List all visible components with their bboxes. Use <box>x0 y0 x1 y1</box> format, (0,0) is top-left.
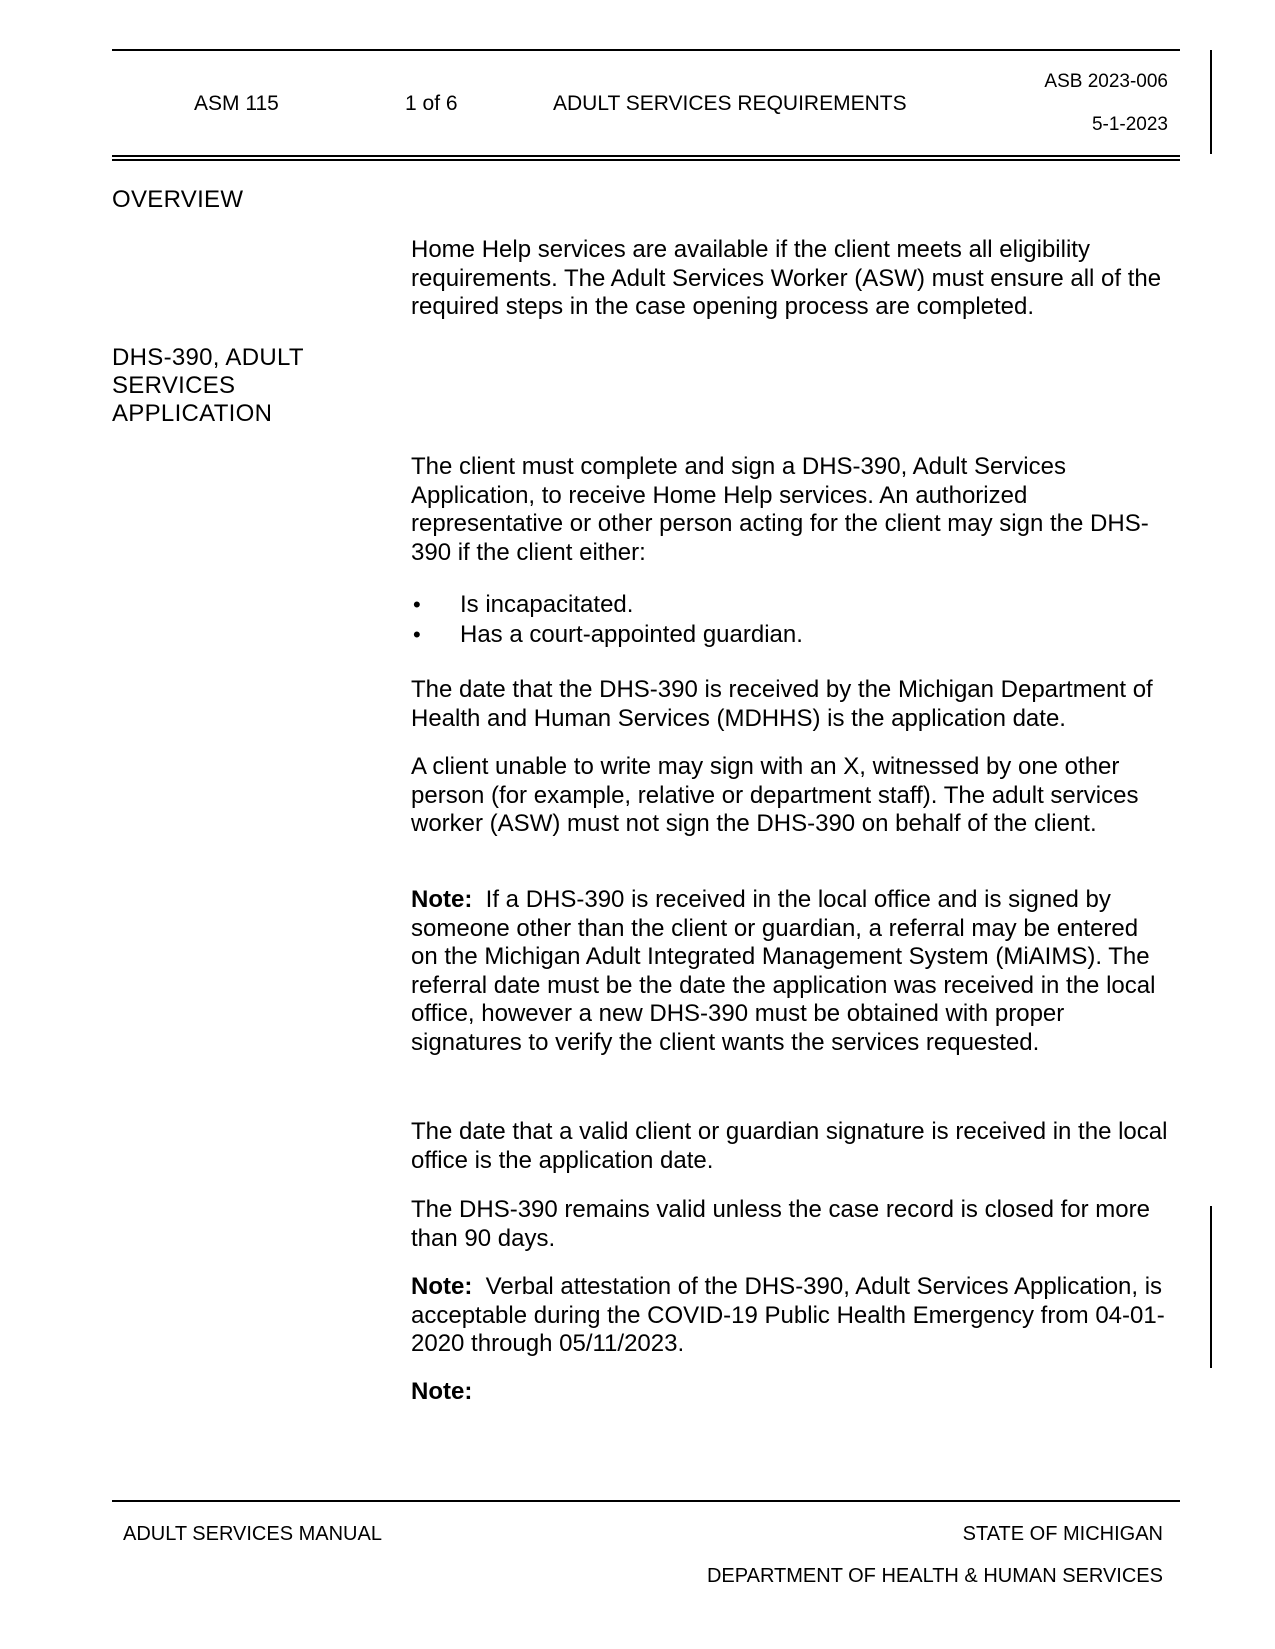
change-bar-body <box>1210 1206 1212 1368</box>
heading-line: APPLICATION <box>112 400 273 427</box>
remains-valid-paragraph <box>411 1196 1171 1253</box>
paragraph-text: A client unable to write may sign with an X, witnessed by one other person (for example, relative or department staff). The adult services worker (ASW) must not sign the DHS-390 on behalf of the client. <box>411 753 1139 837</box>
header-bottom-rule <box>112 155 1180 157</box>
paragraph-text: The date that the DHS-390 is received by the Michigan Department of Health and Human Services (MDHHS) is the application date. <box>411 676 1153 732</box>
note-text: Verbal attestation of the DHS-390, Adult Services Application, is acceptable during the COVID-19 Public Health Emergency from 04-01-2020 through 05/11/2023. <box>411 1273 1165 1357</box>
list-item: • Has a court-appointed guardian. <box>411 620 1171 650</box>
signer-conditions-list <box>411 590 1171 650</box>
footer-state: STATE OF MICHIGAN <box>962 1523 1163 1545</box>
application-intro <box>411 453 1171 567</box>
bulletin-date: 5-1-2023 <box>1091 114 1168 135</box>
heading-line: SERVICES <box>112 372 236 399</box>
bulletin-number: ASB 2023-006 <box>1044 71 1168 92</box>
note-referral <box>411 886 1171 1057</box>
note-label: Note: <box>411 1378 473 1405</box>
heading-line: DHS-390, ADULT <box>112 344 304 371</box>
intro-text: The client must complete and sign a DHS-390, Adult Services Application, to receive Home Help services. An authorized representative or other person acting for the client may sign the DHS-390 if the client either: <box>411 453 1149 566</box>
change-bar-header <box>1210 50 1212 154</box>
page-title: ADULT SERVICES REQUIREMENTS <box>553 92 907 115</box>
manual-item-number: ASM 115 <box>194 92 279 115</box>
section-heading-application <box>112 344 304 428</box>
overview-paragraph <box>411 236 1171 322</box>
footer-department: DEPARTMENT OF HEALTH & HUMAN SERVICES <box>706 1565 1163 1587</box>
page-number: 1 of 6 <box>405 92 458 115</box>
note-empty <box>411 1378 1171 1407</box>
unable-to-write-paragraph <box>411 753 1171 839</box>
application-date-paragraph <box>411 676 1171 733</box>
footer-manual-name: ADULT SERVICES MANUAL <box>123 1523 382 1545</box>
note-label: Note: <box>411 886 473 913</box>
valid-signature-paragraph <box>411 1118 1171 1175</box>
list-item: • Is incapacitated. <box>411 590 1171 620</box>
note-label: Note: <box>411 1273 473 1300</box>
note-covid-attestation <box>411 1273 1171 1359</box>
footer-rule <box>112 1500 1180 1502</box>
section-heading-overview: OVERVIEW <box>112 186 244 213</box>
header-top-rule <box>112 49 1180 51</box>
overview-text: Home Help services are available if the client meets all eligibility requirements. The Adult Services Worker (ASW) must ensure all of the required steps in the case opening process are completed. <box>411 236 1162 320</box>
paragraph-text: The date that a valid client or guardian signature is received in the local office is the application date. <box>411 1118 1168 1174</box>
note-text: If a DHS-390 is received in the local office and is signed by someone other than the client or guardian, a referral may be entered on the Michigan Adult Integrated Management System (MiAIMS). The referral date must be the date the application was received in the local office, however a new DHS-390 must be obtained with proper signatures to verify the client wants the services requested. <box>411 886 1156 1056</box>
paragraph-text: The DHS-390 remains valid unless the case record is closed for more than 90 days. <box>411 1196 1150 1252</box>
